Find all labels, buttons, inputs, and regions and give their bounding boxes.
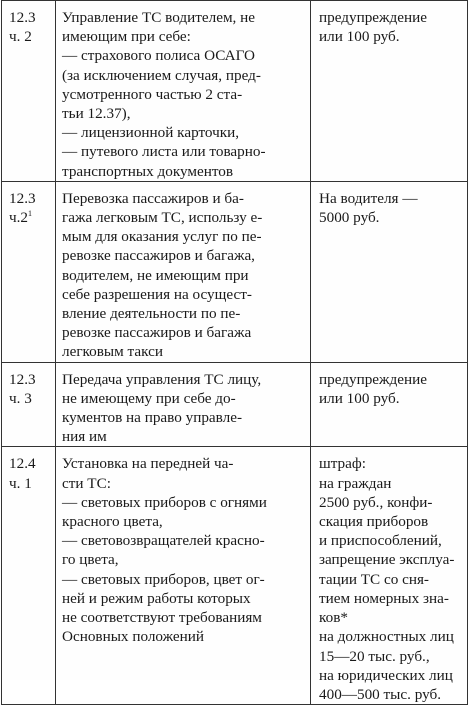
- table-row: [2, 362, 468, 447]
- penalty-line: 400—500 тыс. руб.: [319, 685, 442, 703]
- penalty-line: штраф:: [319, 455, 366, 473]
- penalty-line: или 100 руб.: [319, 389, 400, 407]
- description-line: мым для оказания услуг по пе-: [62, 228, 262, 246]
- description-line: — путевого листа или товарно-: [62, 143, 266, 161]
- penalty-cell: [311, 447, 468, 705]
- penalty-line: предупреждение: [319, 9, 428, 26]
- article-number: 12.4: [9, 455, 36, 473]
- penalty-line: на граждан: [319, 474, 392, 492]
- penalty-cell: [311, 362, 468, 447]
- description-line: Перевозка пассажиров и ба-: [62, 189, 244, 207]
- penalty-line: На водителя —: [319, 189, 418, 207]
- description-line: Передача управления ТС лицу,: [62, 370, 262, 388]
- article-number: 12.3: [9, 9, 36, 26]
- description-line: — лицензионной карточки,: [62, 124, 240, 142]
- description-line: (за исключением случая, пред-: [62, 66, 261, 84]
- fines-table: [1, 0, 468, 705]
- table-row: [2, 447, 468, 705]
- penalty-line: на юридических лиц: [319, 666, 453, 684]
- description-line: водителем, не имеющим при: [62, 266, 249, 284]
- description-line: вление деятельности по пе-: [62, 305, 241, 323]
- description-line: ревозке пассажиров и багажа,: [62, 247, 255, 265]
- description-line: Основных положений: [62, 628, 205, 646]
- description-line: не соответствуют требованиям: [62, 609, 262, 627]
- penalty-line: тации ТС со сня-: [319, 570, 429, 588]
- penalty-cell: [311, 1, 468, 182]
- description-line: го цвета,: [62, 551, 119, 569]
- article-part: ч. 2: [9, 28, 32, 46]
- description-line: усмотренного частью 2 ста-: [62, 85, 243, 103]
- penalty-line: предупреждение: [319, 370, 428, 388]
- article-part: ч. 3: [9, 389, 32, 407]
- description-line: — световых приборов, цвет ог-: [62, 570, 265, 588]
- article-part: ч. 1: [9, 474, 32, 492]
- penalty-cell: [311, 181, 468, 362]
- description-line: — световозвращателей красно-: [62, 532, 265, 550]
- description-line: имеющим при себе:: [62, 28, 191, 46]
- penalty-line: на должностных лиц: [319, 628, 454, 646]
- penalty-line: 2500 руб., конфи-: [319, 493, 433, 511]
- penalty-line: тием номерных зна-: [319, 589, 449, 607]
- article-part-superscript: 1: [28, 209, 33, 219]
- table-row: [2, 1, 468, 182]
- description-line: кументов на право управле-: [62, 409, 243, 427]
- violation-description-cell: [56, 362, 311, 447]
- table-row: [2, 181, 468, 362]
- description-line: красного цвета,: [62, 513, 163, 531]
- description-line: не имеющему при себе до-: [62, 389, 236, 407]
- description-line: ревозке пассажиров и багажа: [62, 324, 252, 342]
- description-line: Управление ТС водителем, не: [62, 9, 256, 26]
- description-line: ния им: [62, 428, 107, 446]
- violation-description-cell: [56, 1, 311, 182]
- article-number: 12.3: [9, 189, 36, 207]
- description-line: легковым такси: [62, 343, 163, 361]
- penalty-line: 5000 руб.: [319, 209, 380, 227]
- description-line: транспортных документов: [62, 162, 234, 180]
- violation-description-cell: [56, 181, 311, 362]
- penalty-line: ков*: [319, 609, 348, 627]
- description-line: — световых приборов с огнями: [62, 493, 267, 511]
- description-line: гажа легковым ТС, использу е-: [62, 209, 263, 227]
- description-line: — страхового полиса ОСАГО: [62, 47, 255, 65]
- description-line: тьи 12.37),: [62, 105, 131, 123]
- article-code-cell: [2, 1, 56, 182]
- article-code-cell: [2, 362, 56, 447]
- penalty-line: запрещение эксплуа-: [319, 551, 455, 569]
- article-code-cell: [2, 181, 56, 362]
- description-line: себе разрешения на осущест-: [62, 285, 252, 303]
- article-part: $ч.2^1$: [9, 209, 33, 227]
- description-line: ней и режим работы которых: [62, 589, 251, 607]
- article-code-cell: [2, 447, 56, 705]
- description-line: Установка на передней ча-: [62, 455, 234, 473]
- penalty-line: скация приборов: [319, 513, 429, 531]
- penalty-line: или 100 руб.: [319, 28, 400, 46]
- penalty-line: 15—20 тыс. руб.,: [319, 647, 430, 665]
- description-line: сти ТС:: [62, 474, 111, 492]
- violation-description-cell: [56, 447, 311, 705]
- article-number: 12.3: [9, 370, 36, 388]
- penalty-line: и приспособлений,: [319, 532, 442, 550]
